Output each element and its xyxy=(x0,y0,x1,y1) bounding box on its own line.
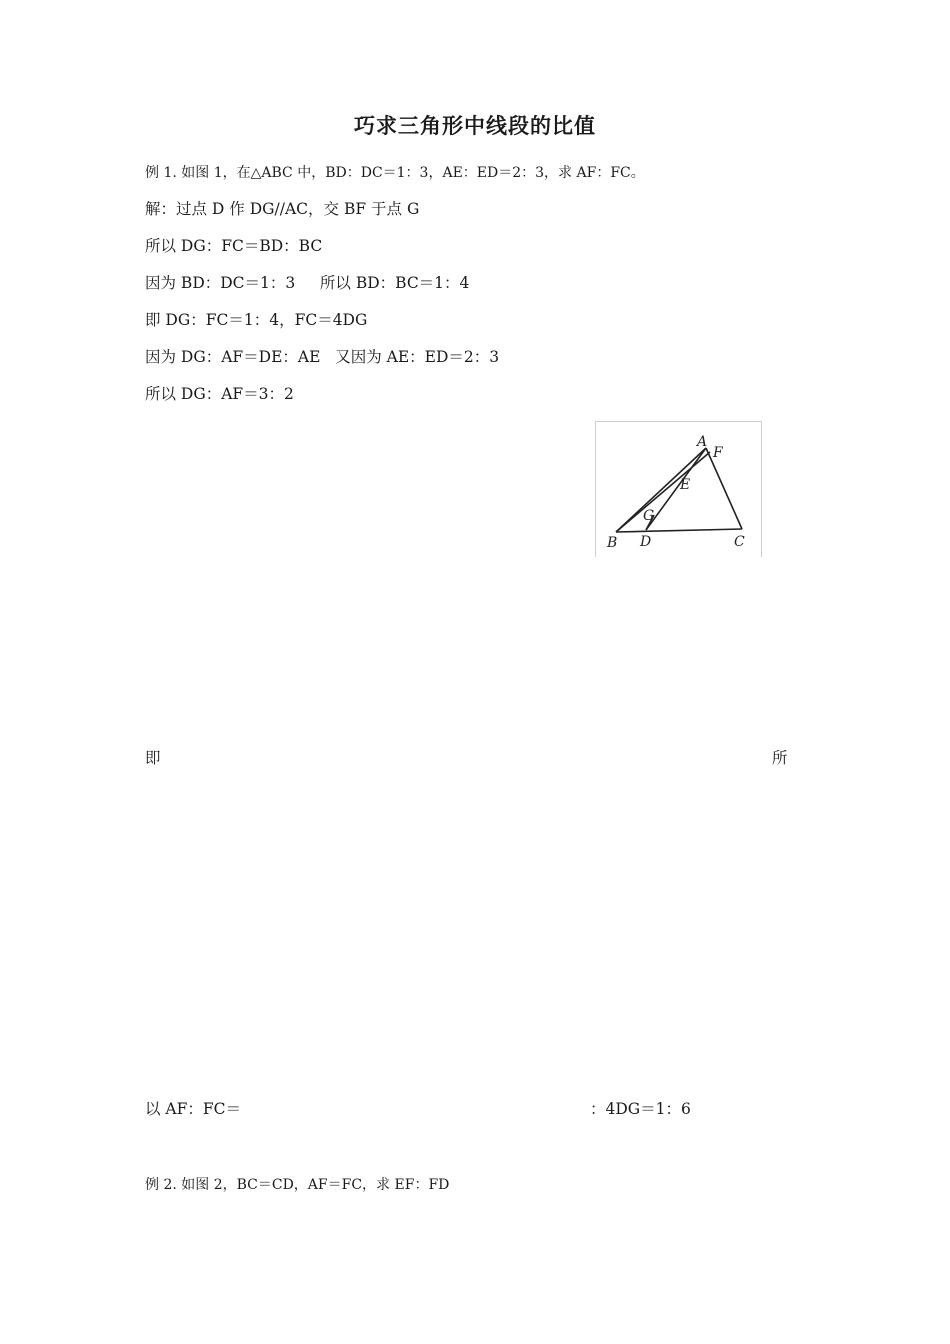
segment-ab xyxy=(616,448,706,532)
split-text-right: 所 xyxy=(772,749,788,767)
solution-line-4: 即 DG：FC＝1：4，FC＝4DG xyxy=(145,311,368,329)
conclusion-left: 以 AF：FC＝ xyxy=(145,1100,241,1118)
conclusion-right: ：4DG＝1：6 xyxy=(590,1100,691,1118)
example-2-problem: 例 2. 如图 2，BC＝CD，AF＝FC，求 EF：FD xyxy=(145,1177,450,1193)
triangle-diagram xyxy=(596,422,761,557)
label-c: C xyxy=(734,534,745,550)
solution-line-1: 解：过点 D 作 DG//AC，交 BF 于点 G xyxy=(145,200,420,218)
split-text-left: 即 xyxy=(145,749,161,767)
page-title: 巧求三角形中线段的比值 xyxy=(354,114,596,138)
label-e: E xyxy=(680,477,691,493)
segment-ad xyxy=(646,448,706,530)
example-1-problem: 例 1. 如图 1，在△ABC 中，BD：DC＝1：3，AE：ED＝2：3，求 AF：FC。 xyxy=(145,165,645,181)
label-a: A xyxy=(697,434,708,450)
solution-line-2: 所以 DG：FC＝BD：BC xyxy=(145,237,323,255)
solution-line-3: 因为 BD：DC＝1：3 所以 BD：BC＝1：4 xyxy=(145,274,470,292)
solution-line-6: 所以 DG：AF＝3：2 xyxy=(145,385,294,403)
label-b: B xyxy=(607,535,618,551)
figure-1-triangle xyxy=(595,421,762,557)
segment-ac xyxy=(706,448,742,529)
segment-bf xyxy=(616,452,710,532)
label-d: D xyxy=(640,534,652,550)
label-f: F xyxy=(713,445,723,461)
segment-bc xyxy=(616,529,742,532)
solution-line-5: 因为 DG：AF＝DE：AE 又因为 AE：ED＝2：3 xyxy=(145,348,500,366)
label-g: G xyxy=(643,508,655,524)
